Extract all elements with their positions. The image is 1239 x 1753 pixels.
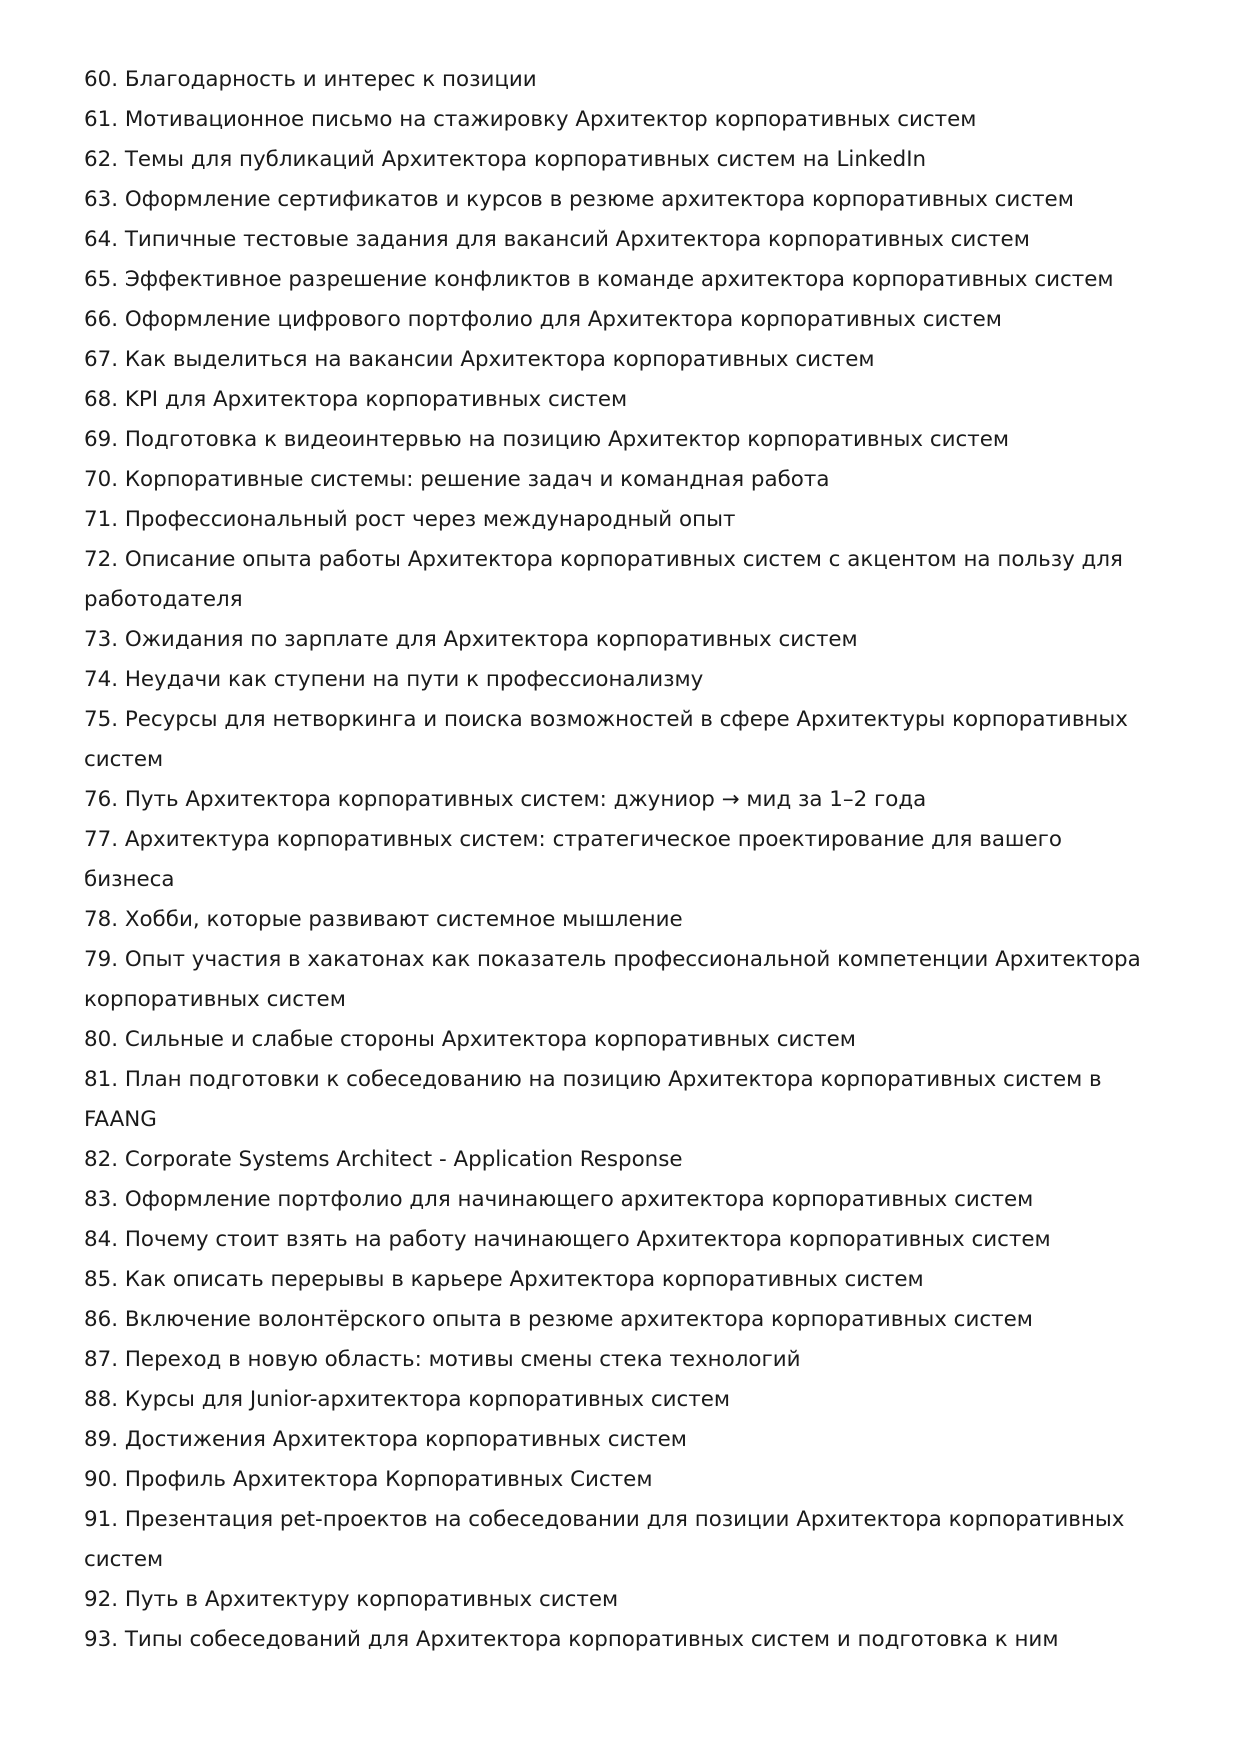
list-item: 91. Презентация pet-проектов на собеседовании для позиции Архитектора корпоративных систем (84, 1507, 1125, 1572)
list-item: 60. Благодарность и интерес к позиции (84, 67, 537, 92)
list-item: 65. Эффективное разрешение конфликтов в команде архитектора корпоративных систем (84, 267, 1114, 292)
list-item: 77. Архитектура корпоративных систем: стратегическое проектирование для вашего бизнеса (84, 827, 1062, 892)
list-item: 69. Подготовка к видеоинтервью на позицию Архитектор корпоративных систем (84, 427, 1010, 452)
list-item: 92. Путь в Архитектуру корпоративных систем (84, 1587, 619, 1612)
list-item: 64. Типичные тестовые задания для вакансий Архитектора корпоративных систем (84, 227, 1030, 252)
list-item: 73. Ожидания по зарплате для Архитектора корпоративных систем (84, 627, 858, 652)
list-item: 74. Неудачи как ступени на пути к профессионализму (84, 667, 704, 692)
list-item: 63. Оформление сертификатов и курсов в резюме архитектора корпоративных систем (84, 187, 1074, 212)
list-item: 81. План подготовки к собеседованию на позицию Архитектора корпоративных систем в FAANG (84, 1067, 1102, 1132)
list-item: 84. Почему стоит взять на работу начинающего Архитектора корпоративных систем (84, 1227, 1051, 1252)
list-item: 80. Сильные и слабые стороны Архитектора корпоративных систем (84, 1027, 856, 1052)
list-item: 93. Типы собеседований для Архитектора корпоративных систем и подготовка к ним (84, 1627, 1059, 1652)
list-item: 62. Темы для публикаций Архитектора корпоративных систем на LinkedIn (84, 147, 927, 172)
list-item: 78. Хобби, которые развивают системное мышление (84, 907, 683, 932)
list-item: 70. Корпоративные системы: решение задач и командная работа (84, 467, 830, 492)
list-item: 89. Достижения Архитектора корпоративных систем (84, 1427, 687, 1452)
document-page (84, 60, 1159, 1660)
list-item: 86. Включение волонтёрского опыта в резюме архитектора корпоративных систем (84, 1307, 1033, 1332)
list-item: 76. Путь Архитектора корпоративных систем: джуниор → мид за 1–2 года (84, 787, 927, 812)
list-item: 72. Описание опыта работы Архитектора корпоративных систем с акцентом на пользу для работодателя (84, 547, 1123, 612)
list-item: 67. Как выделиться на вакансии Архитектора корпоративных систем (84, 347, 875, 372)
list-item: 79. Опыт участия в хакатонах как показатель профессиональной компетенции Архитектора корпоративных систем (84, 947, 1141, 1012)
list-item: 87. Переход в новую область: мотивы смены стека технологий (84, 1347, 801, 1372)
list-item: 61. Мотивационное письмо на стажировку Архитектор корпоративных систем (84, 107, 977, 132)
list-item: 85. Как описать перерывы в карьере Архитектора корпоративных систем (84, 1267, 924, 1292)
topic-list (84, 60, 1159, 1660)
list-item: 68. KPI для Архитектора корпоративных систем (84, 387, 628, 412)
list-item: 75. Ресурсы для нетворкинга и поиска возможностей в сфере Архитектуры корпоративных систем (84, 707, 1128, 772)
list-item: 83. Оформление портфолио для начинающего архитектора корпоративных систем (84, 1187, 1034, 1212)
list-item: 66. Оформление цифрового портфолио для Архитектора корпоративных систем (84, 307, 1002, 332)
list-item: 88. Курсы для Junior-архитектора корпоративных систем (84, 1387, 731, 1412)
list-item: 82. Corporate Systems Architect - Application Response (84, 1147, 683, 1172)
list-item: 71. Профессиональный рост через международный опыт (84, 507, 736, 532)
list-item: 90. Профиль Архитектора Корпоративных Систем (84, 1467, 653, 1492)
